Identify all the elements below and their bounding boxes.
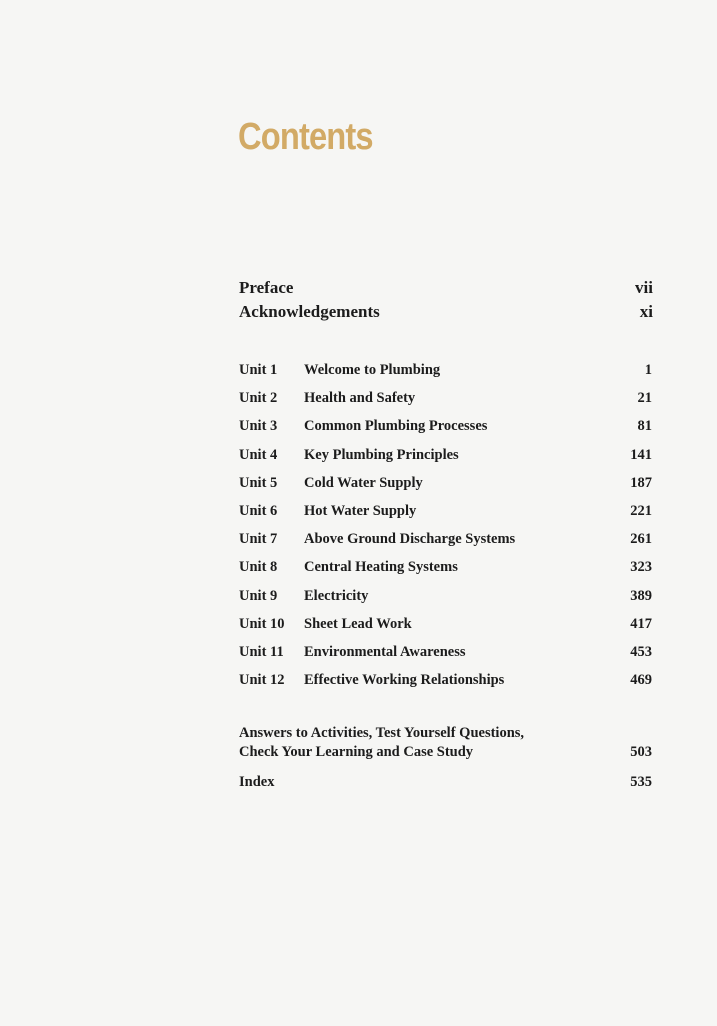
answers-page: 503	[630, 744, 652, 760]
unit-number: Unit 2	[239, 390, 278, 407]
toc-entry-preface[interactable]	[239, 276, 653, 300]
unit-title: Key Plumbing Principles	[304, 446, 459, 463]
unit-page: 389	[630, 587, 652, 604]
units-list	[239, 358, 652, 696]
unit-title: Central Heating Systems	[304, 559, 458, 576]
unit-page: 323	[630, 559, 652, 576]
toc-entry-acknowledgements[interactable]	[239, 300, 653, 324]
unit-page: 469	[630, 672, 652, 689]
front-matter-list	[239, 276, 653, 324]
unit-page: 21	[637, 390, 652, 407]
toc-entry-answers[interactable]	[239, 724, 652, 762]
unit-title: Welcome to Plumbing	[304, 362, 441, 378]
toc-entry-index[interactable]	[239, 772, 652, 792]
toc-entry-unit-11[interactable]	[239, 640, 652, 668]
toc-entry-label: Acknowledgements	[239, 302, 380, 321]
toc-entry-unit-4[interactable]	[239, 443, 652, 471]
unit-number: Unit 5	[239, 474, 278, 491]
unit-number: Unit 4	[239, 446, 278, 463]
unit-page: 261	[630, 531, 652, 548]
unit-page: 187	[630, 474, 652, 491]
unit-title: Common Plumbing Processes	[304, 418, 488, 435]
unit-page: 417	[630, 615, 652, 632]
toc-entry-unit-6[interactable]	[239, 499, 652, 527]
toc-entry-unit-12[interactable]	[239, 668, 652, 696]
back-matter-list	[239, 724, 652, 792]
toc-entry-unit-9[interactable]	[239, 584, 652, 612]
toc-entry-unit-1[interactable]	[239, 358, 652, 386]
unit-title: Hot Water Supply	[304, 502, 417, 519]
toc-entry-unit-5[interactable]	[239, 471, 652, 499]
unit-number: Unit 6	[239, 502, 278, 519]
toc-entry-unit-8[interactable]	[239, 555, 652, 583]
toc-entry-unit-10[interactable]	[239, 612, 652, 640]
unit-title: Health and Safety	[304, 390, 416, 407]
unit-number: Unit 11	[239, 643, 284, 660]
answers-label-line2: Check Your Learning and Case Study	[239, 744, 474, 760]
toc-entry-page: vii	[635, 278, 653, 297]
unit-page: 141	[630, 446, 652, 463]
page-title: Contents	[238, 116, 373, 158]
unit-page: 453	[630, 643, 652, 660]
unit-number: Unit 12	[239, 672, 285, 689]
unit-title: Cold Water Supply	[304, 474, 423, 491]
unit-page: 221	[630, 502, 652, 519]
answers-label-line1: Answers to Activities, Test Yourself Questions,	[239, 725, 525, 741]
unit-number: Unit 9	[239, 587, 278, 604]
toc-entry-unit-3[interactable]	[239, 414, 652, 442]
unit-title: Effective Working Relationships	[304, 672, 505, 689]
index-label: Index	[239, 774, 275, 790]
index-page: 535	[630, 774, 652, 790]
toc-entry-page: xi	[639, 302, 653, 321]
unit-page: 1	[644, 362, 652, 378]
unit-title: Sheet Lead Work	[304, 615, 412, 632]
unit-number: Unit 1	[239, 362, 278, 378]
unit-page: 81	[637, 418, 652, 435]
unit-number: Unit 10	[239, 615, 285, 632]
unit-title: Above Ground Discharge Systems	[304, 531, 516, 548]
toc-entry-unit-2[interactable]	[239, 386, 652, 414]
toc-entry-unit-7[interactable]	[239, 527, 652, 555]
unit-number: Unit 8	[239, 559, 278, 576]
unit-title: Environmental Awareness	[304, 643, 466, 660]
unit-number: Unit 7	[239, 531, 278, 548]
toc-entry-label: Preface	[239, 278, 294, 297]
unit-number: Unit 3	[239, 418, 278, 435]
unit-title: Electricity	[304, 587, 369, 604]
